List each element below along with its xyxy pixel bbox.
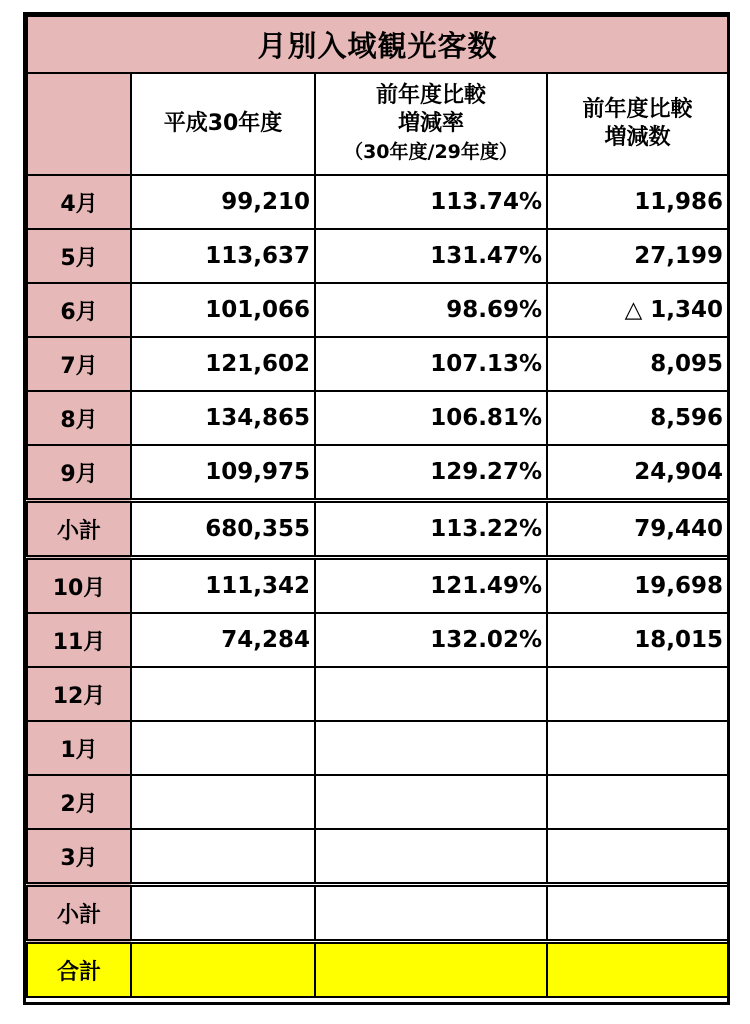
visitors-cell: 113,637 [131, 229, 315, 283]
row-label: 合計 [27, 942, 131, 998]
table-row [27, 175, 728, 229]
diff-cell [547, 942, 728, 998]
visitors-cell: 121,602 [131, 337, 315, 391]
rate-cell: 98.69% [315, 283, 547, 337]
diff-cell [547, 721, 728, 775]
rate-cell [315, 721, 547, 775]
row-label: 9月 [27, 445, 131, 501]
header-row [27, 73, 728, 175]
diff-cell: 8,095 [547, 337, 728, 391]
row-label: 3月 [27, 829, 131, 885]
row-label: 10月 [27, 558, 131, 614]
row-label: 5月 [27, 229, 131, 283]
row-label: 7月 [27, 337, 131, 391]
table-row [27, 337, 728, 391]
header-rate [315, 73, 547, 175]
rate-cell: 113.22% [315, 501, 547, 558]
diff-cell: △ 1,340 [547, 283, 728, 337]
header-diff-line1: 前年度比較 [582, 97, 693, 122]
subtotal-row [27, 885, 728, 942]
table-row [27, 445, 728, 501]
rate-cell: 106.81% [315, 391, 547, 445]
diff-cell: 18,015 [547, 613, 728, 667]
visitors-cell [131, 885, 315, 942]
table-row [27, 283, 728, 337]
visitors-cell: 99,210 [131, 175, 315, 229]
diff-cell [547, 775, 728, 829]
visitors-cell [131, 721, 315, 775]
row-label: 6月 [27, 283, 131, 337]
monthly-visitor-table [26, 15, 729, 998]
rate-cell: 129.27% [315, 445, 547, 501]
visitors-cell: 111,342 [131, 558, 315, 614]
header-visitors-label: 平成30年度 [163, 111, 283, 136]
table-row [27, 667, 728, 721]
header-rate-line3: （30年度/29年度） [344, 141, 518, 163]
corner-cell [27, 73, 131, 175]
row-label: 4月 [27, 175, 131, 229]
visitors-cell [131, 775, 315, 829]
row-label: 12月 [27, 667, 131, 721]
diff-cell: 8,596 [547, 391, 728, 445]
diff-cell: 11,986 [547, 175, 728, 229]
rate-cell [315, 885, 547, 942]
visitors-cell [131, 942, 315, 998]
rate-cell: 132.02% [315, 613, 547, 667]
table-row [27, 829, 728, 885]
visitors-cell: 680,355 [131, 501, 315, 558]
header-rate-line2: 増減率 [397, 111, 464, 136]
rate-cell [315, 667, 547, 721]
rate-cell: 121.49% [315, 558, 547, 614]
diff-cell: 24,904 [547, 445, 728, 501]
header-visitors [131, 73, 315, 175]
row-label: 小計 [27, 885, 131, 942]
table-row [27, 721, 728, 775]
table-row [27, 558, 728, 614]
row-label: 1月 [27, 721, 131, 775]
total-row [27, 942, 728, 998]
table-row [27, 391, 728, 445]
rate-cell: 131.47% [315, 229, 547, 283]
diff-cell [547, 667, 728, 721]
row-label: 小計 [27, 501, 131, 558]
table-row [27, 229, 728, 283]
rate-cell [315, 775, 547, 829]
table-title: 月別入域観光客数 [27, 16, 728, 73]
row-label: 11月 [27, 613, 131, 667]
diff-cell: 19,698 [547, 558, 728, 614]
title-row [27, 16, 728, 73]
diff-cell: 79,440 [547, 501, 728, 558]
visitors-cell [131, 667, 315, 721]
visitors-cell: 109,975 [131, 445, 315, 501]
header-diff [547, 73, 728, 175]
rate-cell [315, 942, 547, 998]
rate-cell [315, 829, 547, 885]
subtotal-row [27, 501, 728, 558]
visitors-cell: 101,066 [131, 283, 315, 337]
header-diff-line2: 増減数 [604, 125, 671, 150]
visitor-table-sheet [23, 12, 730, 1005]
row-label: 2月 [27, 775, 131, 829]
header-rate-line1: 前年度比較 [375, 83, 486, 108]
rate-cell: 113.74% [315, 175, 547, 229]
visitors-cell: 74,284 [131, 613, 315, 667]
visitors-cell [131, 829, 315, 885]
diff-cell [547, 829, 728, 885]
table-row [27, 613, 728, 667]
row-label: 8月 [27, 391, 131, 445]
rate-cell: 107.13% [315, 337, 547, 391]
diff-cell: 27,199 [547, 229, 728, 283]
visitors-cell: 134,865 [131, 391, 315, 445]
table-row [27, 775, 728, 829]
diff-cell [547, 885, 728, 942]
